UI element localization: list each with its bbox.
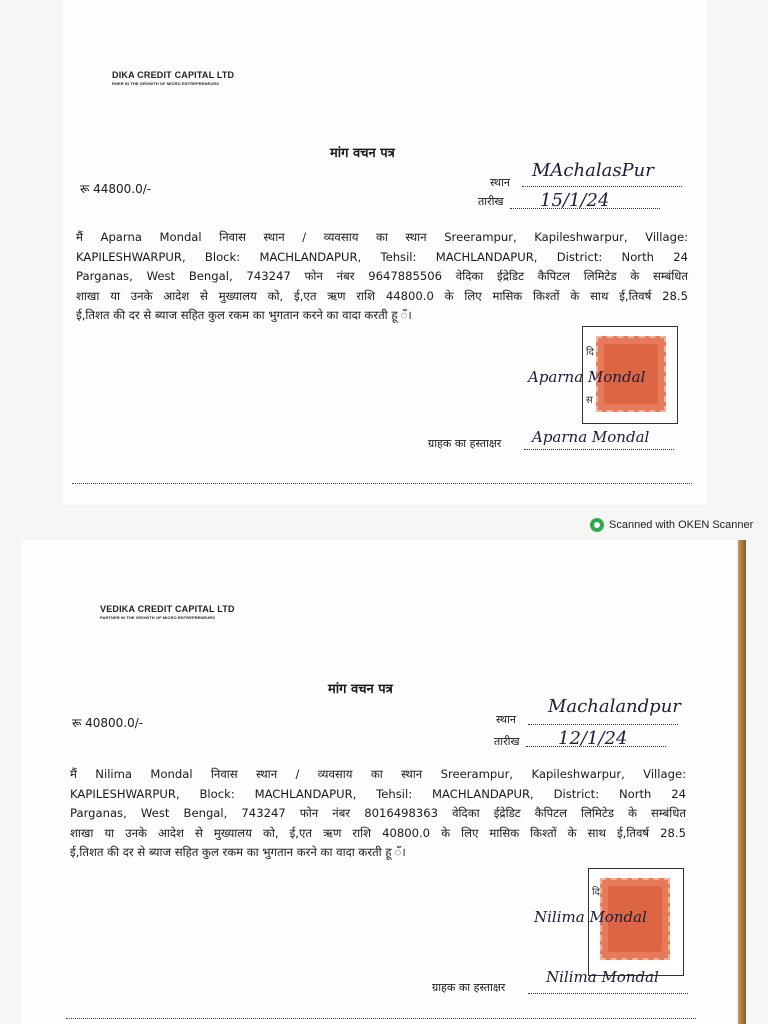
stamp-mark: स — [586, 395, 593, 406]
customer-signature: Nilima Mondal — [546, 968, 659, 986]
body-line: Parganas, West Bengal, 743247 फोन नंबर 8016498363 वेदिका ईद्रेडिट कैपिटल लिमिटेड के सम्बंधित — [70, 806, 686, 820]
body-line: ई,तिशत की दर से ब्याज सहित कुल रकम का भुगतान करने का वादा करती हू ँ। — [76, 308, 412, 322]
place-line — [528, 724, 678, 725]
stamp-signature: Aparna Mondal — [528, 368, 646, 386]
body-line: मैं Nilima Mondal निवास स्थान / व्यवसाय का स्थान Sreerampur, Kapileshwarpur, Village: — [70, 767, 686, 781]
place-label: स्थान — [490, 176, 511, 189]
paper-edge — [738, 540, 746, 1024]
date-handwritten: 12/1/24 — [558, 728, 628, 749]
body-line: मैं Aparna Mondal निवास स्थान / व्यवसाय का स्थान Sreerampur, Kapileshwarpur, Village: — [76, 230, 688, 244]
body-text — [70, 765, 686, 863]
company-logo: DIKA CREDIT CAPITAL LTD RNER IN THE GROWTH OF MICRO ENTREPRENEURS — [112, 70, 235, 86]
oken-scanner-icon — [590, 518, 604, 532]
place-handwritten: MAchalasPur — [532, 160, 654, 181]
document-title: मांग वचन पत्र — [328, 682, 393, 697]
promissory-note-2 — [22, 540, 736, 1024]
place-label: स्थान — [496, 713, 517, 726]
body-line: KAPILESHWARPUR, Block: MACHLANDAPUR, Tehsil: MACHLANDAPUR, District: North 24 — [76, 249, 688, 264]
body-line: शाखा या उनके आदेश से मुख्यालय को, ई,एत ऋण राशि 44800.0 के लिए मासिक किश्तों के साथ ई,तिवर्ष 28.5 — [76, 288, 688, 303]
body-line: KAPILESHWARPUR, Block: MACHLANDAPUR, Tehsil: MACHLANDAPUR, District: North 24 — [70, 786, 686, 801]
amount: रू 40800.0/- — [72, 716, 144, 730]
date-label: तारीख — [478, 195, 504, 208]
company-logo: VEDIKA CREDIT CAPITAL LTD PARTNER IN THE GROWTH OF MICRO ENTREPRENEURS — [100, 604, 235, 620]
date-handwritten: 15/1/24 — [540, 190, 610, 211]
logo-tagline: PARTNER IN THE GROWTH OF MICRO ENTREPRENEURS — [100, 615, 215, 620]
sign-line — [524, 449, 674, 450]
divider — [66, 1018, 696, 1019]
body-text — [76, 228, 688, 326]
body-line: ई,तिशत की दर से ब्याज सहित कुल रकम का भुगतान करने का वादा करती हू ँ। — [70, 845, 406, 859]
divider — [72, 483, 692, 484]
scanner-label: Scanned with OKEN Scanner — [609, 519, 754, 531]
date-label: तारीख — [494, 735, 520, 748]
logo-tagline: RNER IN THE GROWTH OF MICRO ENTREPRENEURS — [112, 81, 219, 86]
place-line — [522, 186, 682, 187]
body-line: Parganas, West Bengal, 743247 फोन नंबर 9647885506 वेदिका ईद्रेडिट कैपिटल लिमिटेड के सम्बंधित — [76, 269, 688, 283]
customer-sign-label: ग्राहक का हस्ताक्षर — [432, 981, 506, 994]
promissory-note-1 — [62, 0, 708, 505]
stamp-mark: दि — [586, 347, 594, 358]
customer-signature: Aparna Mondal — [532, 428, 650, 446]
stamp-mark: दि — [592, 887, 600, 898]
customer-sign-label: ग्राहक का हस्ताक्षर — [428, 437, 502, 450]
body-line: शाखा या उनके आदेश से मुख्यालय को, ई,एत ऋण राशि 40800.0 के लिए मासिक किश्तों के साथ ई,तिवर्ष 28.5 — [70, 825, 686, 840]
place-handwritten: Machalandpur — [548, 696, 681, 717]
scanner-watermark — [590, 518, 753, 532]
sign-line — [528, 993, 688, 994]
document-title: मांग वचन पत्र — [330, 146, 395, 161]
amount: रू 44800.0/- — [80, 182, 152, 196]
stamp-signature: Nilima Mondal — [534, 908, 647, 926]
